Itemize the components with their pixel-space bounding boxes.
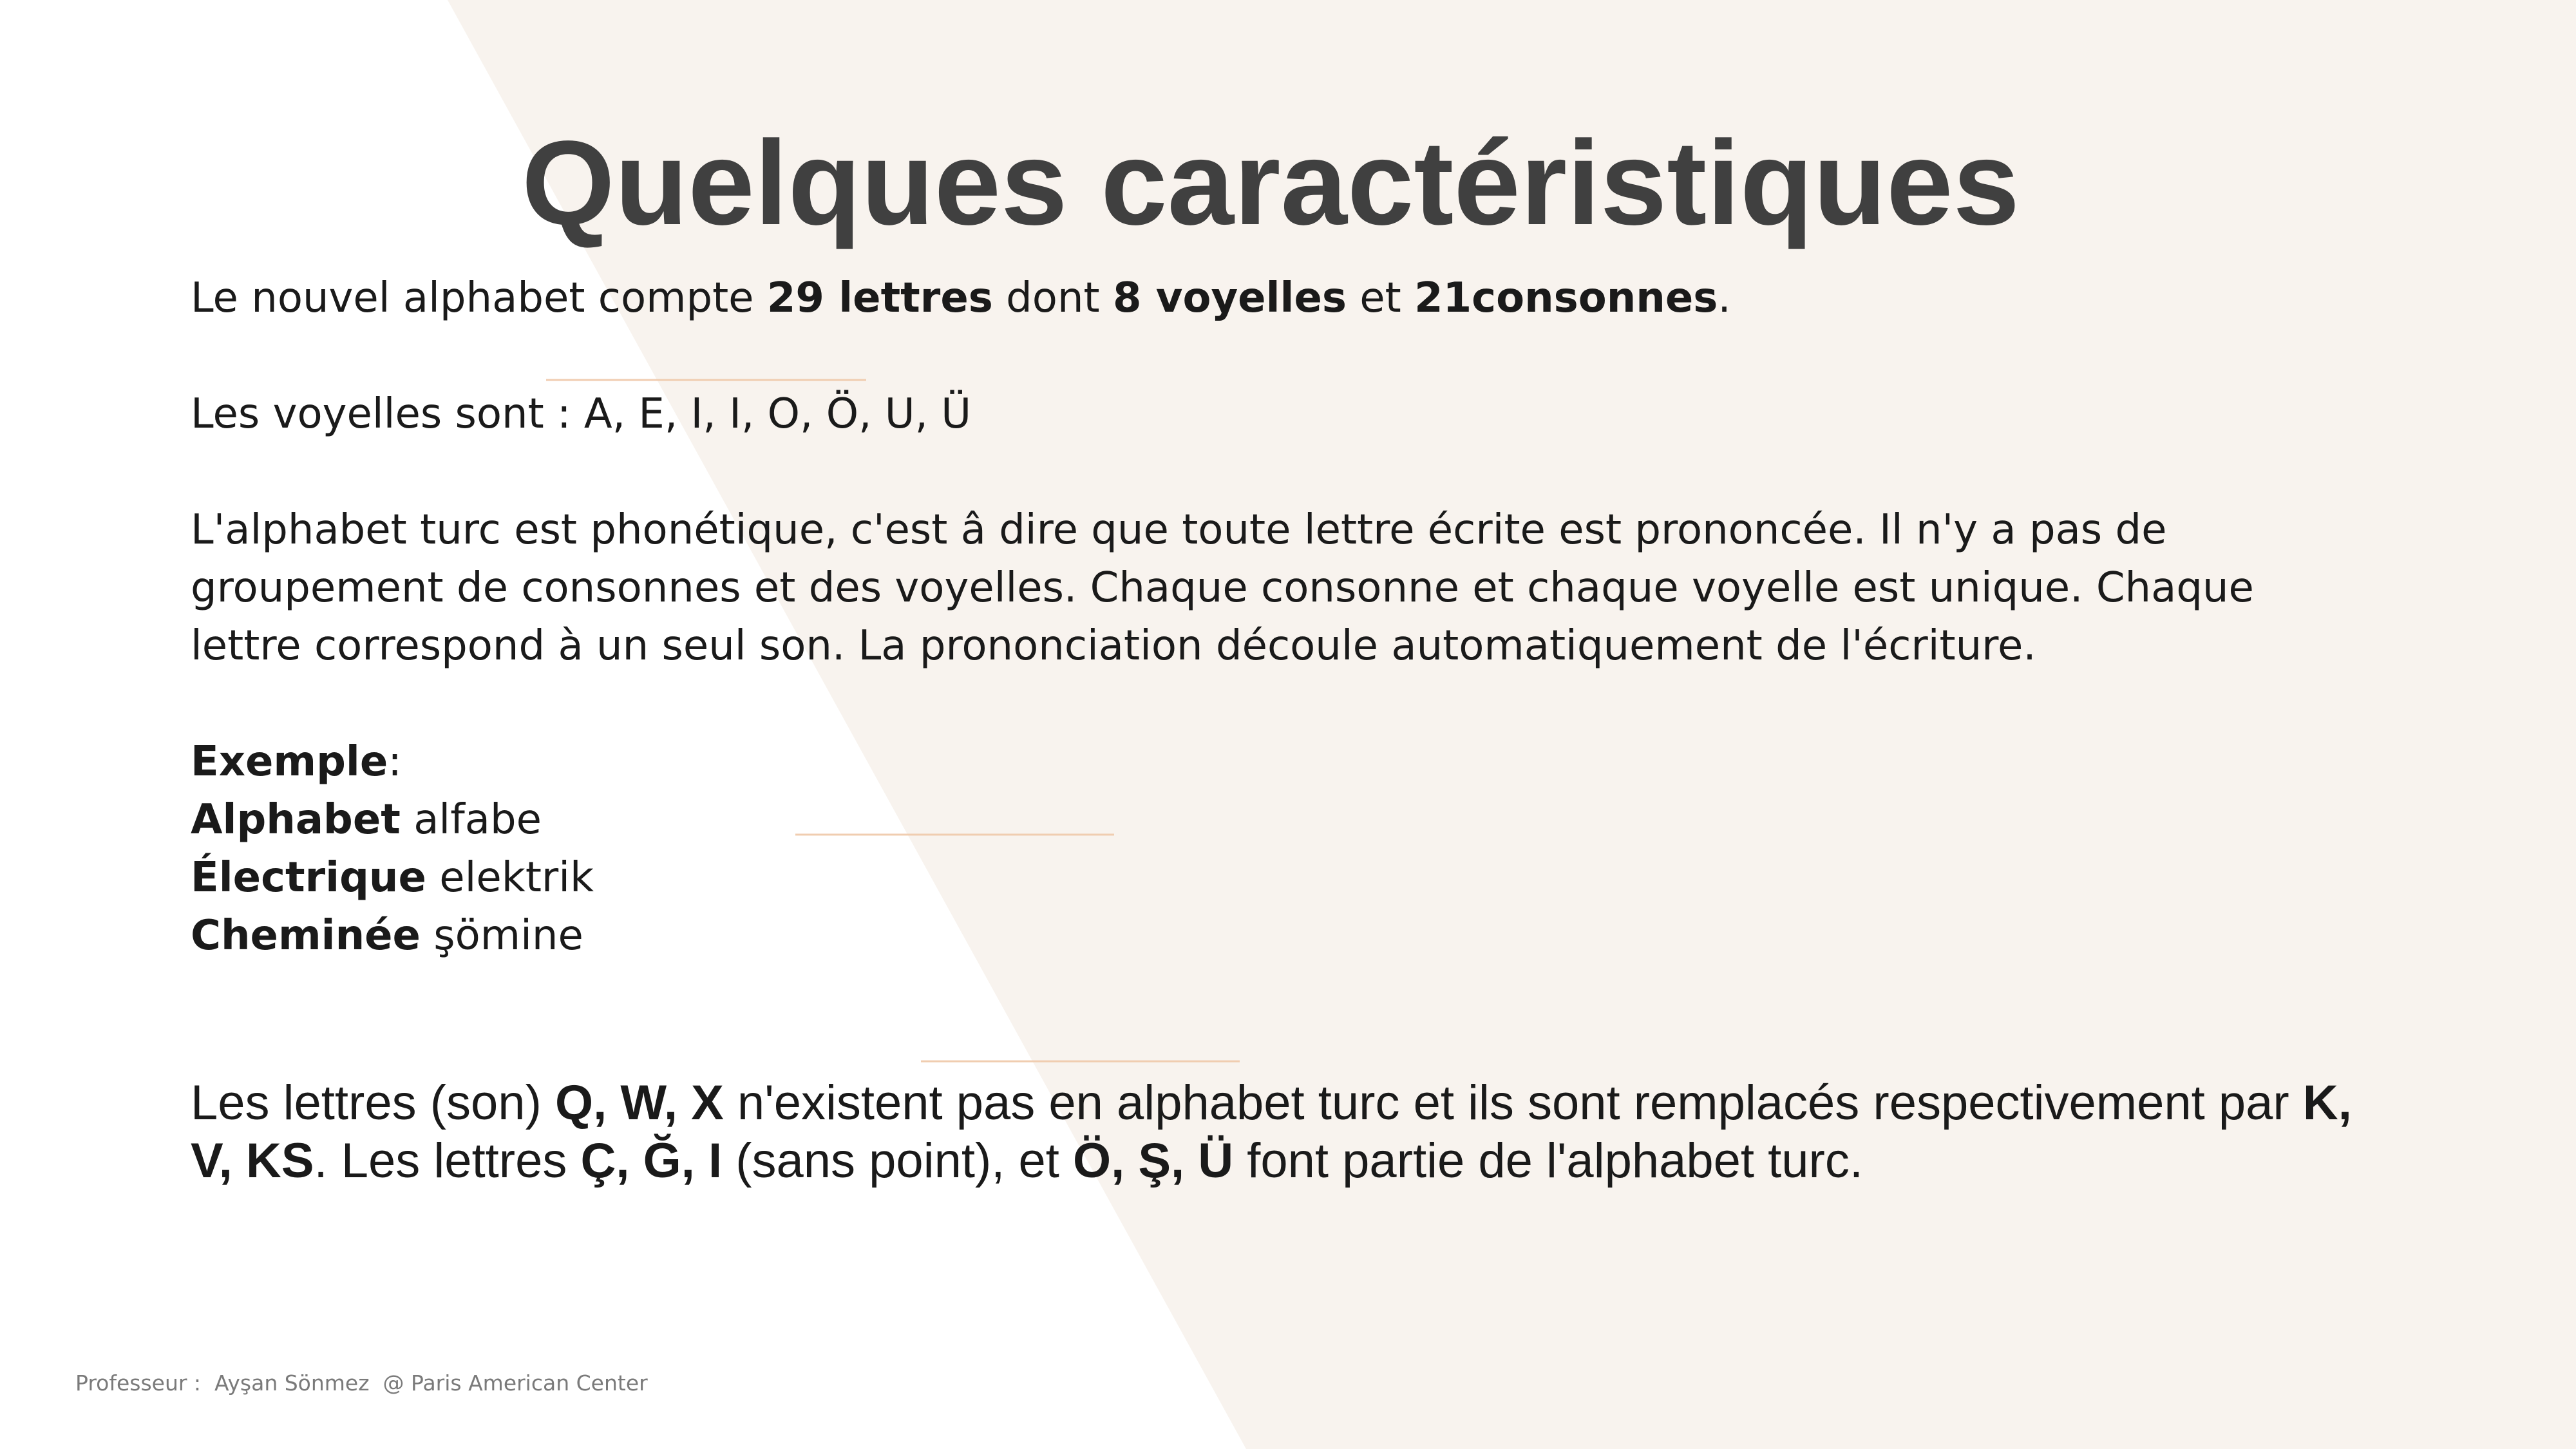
footer-space: [370, 1370, 383, 1396]
vowels-paragraph: Les voyelles sont : A, E, I, I, O, Ö, U, Ü: [191, 390, 972, 438]
footer-name: Ayşan Sönmez: [214, 1370, 370, 1396]
example-row: [191, 907, 2354, 965]
example-turkish-word: alfabe: [400, 796, 542, 844]
vowel-count: 8 voyelles: [1112, 274, 1347, 322]
text-run: font partie de l'alphabet turc.: [1233, 1133, 1863, 1188]
text-run: Le nouvel alphabet compte: [191, 274, 767, 322]
example-french-word: Alphabet: [191, 796, 401, 844]
text-run: .: [1718, 274, 1731, 322]
example-row: [191, 849, 2354, 907]
footer: [75, 1370, 648, 1396]
text-run: dont: [992, 274, 1113, 322]
consonant-count: 21consonnes: [1414, 274, 1718, 322]
letters-note-paragraph: [191, 1074, 2354, 1190]
extra-vowels: Ö, Ş, Ü: [1073, 1133, 1234, 1188]
example-heading: [191, 733, 2354, 791]
text-run: . Les lettres: [314, 1133, 581, 1188]
example-row: [191, 791, 2354, 849]
example-turkish-word: şömine: [420, 912, 583, 960]
text-run: Les lettres (son): [191, 1075, 555, 1130]
example-french-word: Cheminée: [191, 912, 421, 960]
spacer: [191, 443, 2354, 501]
slide-content: [191, 269, 2354, 1190]
spacer: [191, 965, 2354, 1074]
text-run: n'existent pas en alphabet turc et ils sont remplacés respectivement par: [723, 1075, 2303, 1130]
letter-count-paragraph: [191, 269, 2354, 327]
text-run: (sans point), et: [722, 1133, 1073, 1188]
text-run: et: [1346, 274, 1415, 322]
phonetic-paragraph: L'alphabet turc est phonétique, c'est â dire que toute lettre écrite est prononcée. Il n'y a pas de groupement de consonnes et des voyelles. Chaque consonne et chaque voyelle est unique. Chaque lettre correspond à un seul son. La prononciation découle automatiquement de l'écriture.: [191, 506, 2254, 670]
page-title: Quelques caractéristiques: [522, 117, 2020, 250]
example-french-word: Électrique: [191, 854, 426, 902]
extra-consonants: Ç, Ğ, I: [580, 1133, 723, 1188]
footer-label: Professeur :: [75, 1370, 202, 1396]
letter-count: 29 lettres: [766, 274, 993, 322]
footer-org: @ Paris American Center: [383, 1370, 648, 1396]
example-turkish-word: elektrik: [426, 854, 594, 902]
spacer: [191, 327, 2354, 385]
example-label: Exemple: [191, 738, 388, 786]
spacer: [191, 675, 2354, 733]
footer-space: [201, 1370, 214, 1396]
replacement-letters: K, V, KS: [191, 1075, 2352, 1188]
text-run: :: [388, 738, 402, 786]
missing-letters: Q, W, X: [555, 1075, 724, 1130]
